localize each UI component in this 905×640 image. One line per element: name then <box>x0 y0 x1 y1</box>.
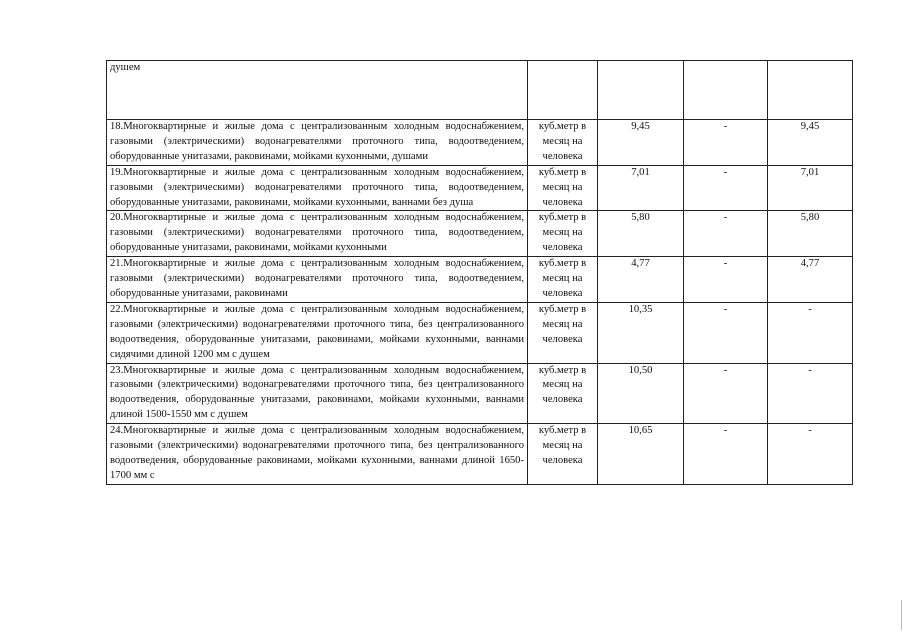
row-unit: куб.метр в месяц на человека <box>528 363 598 424</box>
row-description: душем <box>107 61 528 120</box>
table-row <box>107 257 853 303</box>
row-value-2: - <box>684 424 768 485</box>
row-value-2: - <box>684 165 768 211</box>
table-row <box>107 363 853 424</box>
row-description: 20.Многоквартирные и жилые дома с централизованным холодным водоснабжением, газовыми (электрическими) водонагревателями проточного типа, водоотведением, оборудованные унитазами, раковинами, мойками кухонными <box>107 211 528 257</box>
row-value-3: - <box>768 363 853 424</box>
row-unit: куб.метр в месяц на человека <box>528 211 598 257</box>
row-unit <box>528 61 598 120</box>
row-value-1: 5,80 <box>598 211 684 257</box>
row-unit: куб.метр в месяц на человека <box>528 257 598 303</box>
row-value-3 <box>768 61 853 120</box>
table-row <box>107 302 853 363</box>
table-row <box>107 61 853 120</box>
row-value-3: 9,45 <box>768 120 853 166</box>
row-value-1 <box>598 61 684 120</box>
row-unit: куб.метр в месяц на человека <box>528 302 598 363</box>
row-value-3: 4,77 <box>768 257 853 303</box>
row-value-3: - <box>768 302 853 363</box>
row-description: 19.Многоквартирные и жилые дома с централизованным холодным водоснабжением, газовыми (электрическими) водонагревателями проточного типа, водоотведением, оборудованные унитазами, раковинами, мойками кухонными, ваннами без душа <box>107 165 528 211</box>
row-value-1: 4,77 <box>598 257 684 303</box>
row-value-3: 7,01 <box>768 165 853 211</box>
row-value-2: - <box>684 302 768 363</box>
row-value-2 <box>684 61 768 120</box>
row-value-3: 5,80 <box>768 211 853 257</box>
table-row <box>107 120 853 166</box>
row-description: 23.Многоквартирные и жилые дома с централизованным холодным водоснабжением, газовыми (электрическими) водонагревателями проточного типа, без централизованного водоотведения, оборудованные унитазами, раковинами, мойками кухонными, ваннами длиной 1500-1550 мм с душем <box>107 363 528 424</box>
row-value-1: 10,65 <box>598 424 684 485</box>
row-description: 22.Многоквартирные и жилые дома с централизованным холодным водоснабжением, газовыми (электрическими) водонагревателями проточного типа, без централизованного водоотведения, оборудованные унитазами, раковинами, мойками кухонными, ваннами сидячими длиной 1200 мм с душем <box>107 302 528 363</box>
row-value-2: - <box>684 257 768 303</box>
row-value-1: 10,35 <box>598 302 684 363</box>
water-norms-table <box>106 60 853 485</box>
table-body <box>107 61 853 485</box>
row-unit: куб.метр в месяц на человека <box>528 165 598 211</box>
row-value-2: - <box>684 211 768 257</box>
row-value-1: 10,50 <box>598 363 684 424</box>
row-description: 21.Многоквартирные и жилые дома с централизованным холодным водоснабжением, газовыми (электрическими) водонагревателями проточного типа, водоотведением, оборудованные унитазами, раковинами <box>107 257 528 303</box>
row-unit: куб.метр в месяц на человека <box>528 424 598 485</box>
row-value-2: - <box>684 120 768 166</box>
table-row <box>107 165 853 211</box>
table-row <box>107 211 853 257</box>
row-description: 24.Многоквартирные и жилые дома с централизованным холодным водоснабжением, газовыми (электрическими) водонагревателями проточного типа, без централизованного водоотведения, оборудованные раковинами, мойками кухонными, ваннами длиной 1650-1700 мм с <box>107 424 528 485</box>
row-value-3: - <box>768 424 853 485</box>
table-row <box>107 424 853 485</box>
row-unit: куб.метр в месяц на человека <box>528 120 598 166</box>
row-description: 18.Многоквартирные и жилые дома с централизованным холодным водоснабжением, газовыми (электрическими) водонагревателями проточного типа, водоотведением, оборудованные унитазами, раковинами, мойками кухонными, душами <box>107 120 528 166</box>
row-value-1: 7,01 <box>598 165 684 211</box>
row-value-1: 9,45 <box>598 120 684 166</box>
page-edge-mark <box>901 600 905 630</box>
row-value-2: - <box>684 363 768 424</box>
